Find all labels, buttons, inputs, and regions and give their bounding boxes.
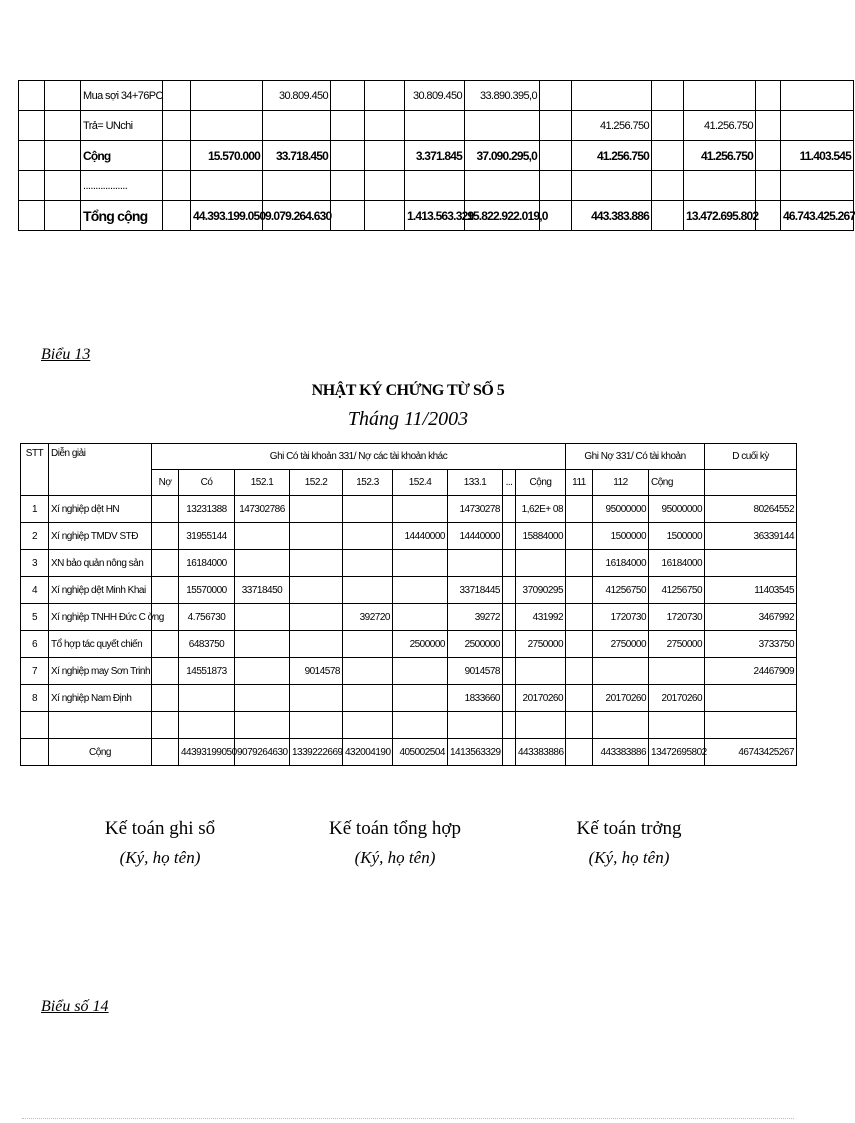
journal-cell-a1: 33718450 (235, 577, 290, 604)
page-title: NHẬT KÝ CHỨNG TỪ SỐ 5 (311, 382, 505, 399)
journal-cell-desc: Xí nghiệp Nam Định (49, 685, 152, 712)
journal-cell-b2: 95000000 (593, 496, 649, 523)
ledger-cell-blank (756, 111, 781, 141)
ledger-cell-desc: Cộng (81, 141, 163, 171)
journal-cell-blank (705, 496, 723, 523)
subheader-debit-total: Cộng (649, 470, 705, 496)
signature-block-general (295, 818, 495, 868)
journal-cell-a1: 9079264630 (235, 739, 290, 766)
signature-title: Kế toán ghi sổ (104, 818, 216, 839)
journal-cell-b3: 20170260 (649, 685, 705, 712)
journal-cell-b2: 2750000 (593, 631, 649, 658)
journal-cell-a2 (290, 577, 343, 604)
journal-cell-blank (705, 523, 723, 550)
header-stt: STT (21, 444, 49, 496)
journal-cell-co: 6483750 (179, 631, 235, 658)
journal-cell-dot (503, 577, 516, 604)
ledger-cell-c3 (365, 171, 405, 201)
journal-cell-cong (516, 712, 566, 739)
ledger-cell-blank (19, 111, 45, 141)
journal-cell-end (723, 550, 797, 577)
ledger-cell-c2: 33.718.450 (263, 141, 331, 171)
journal-cell-co: 14551873 (179, 658, 235, 685)
signature-note: (Ký, họ tên) (588, 848, 670, 867)
journal-cell-blank (705, 604, 723, 631)
journal-cell-a5: 14440000 (448, 523, 503, 550)
journal-cell-a4: 405002504 (393, 739, 448, 766)
ledger-cell-blank (45, 111, 81, 141)
journal-cell-co: 13231388 (179, 496, 235, 523)
signature-block-recorder (60, 818, 260, 868)
journal-cell-b3: 1500000 (649, 523, 705, 550)
journal-cell-desc: Xí nghiệp TMDV STĐ (49, 523, 152, 550)
journal-cell-b1 (566, 658, 593, 685)
ledger-cell-blank (756, 201, 781, 231)
journal-cell-cong: 37090295 (516, 577, 566, 604)
journal-cell-b2 (593, 712, 649, 739)
journal-cell-dot (503, 685, 516, 712)
ledger-cell-blank (331, 81, 365, 111)
journal-cell-no (152, 631, 179, 658)
journal-cell-cong (516, 550, 566, 577)
journal-cell-a2 (290, 604, 343, 631)
journal-cell-desc: XN bảo quản nông sản (49, 550, 152, 577)
subheader-133-1: 133.1 (448, 470, 503, 496)
journal-cell-b2: 20170260 (593, 685, 649, 712)
journal-cell-a3: 392720 (343, 604, 393, 631)
journal-cell-b3: 1720730 (649, 604, 705, 631)
journal-cell-dot (503, 604, 516, 631)
ledger-cell-blank (540, 81, 572, 111)
journal-cell-no (152, 523, 179, 550)
journal-cell-a2: 1339222669 (290, 739, 343, 766)
ledger-cell-blank (652, 81, 684, 111)
ledger-cell-blank (331, 111, 365, 141)
journal-cell-end: 3467992 (723, 604, 797, 631)
journal-cell-a3 (343, 658, 393, 685)
ledger-cell-blank (652, 201, 684, 231)
label-bieu-13: Biểu 13 (41, 346, 91, 363)
ledger-row (19, 81, 854, 111)
journal-cell-a1 (235, 604, 290, 631)
ledger-cell-c9 (781, 171, 854, 201)
ledger-cell-c9: 46.743.425.267 (781, 201, 854, 231)
ledger-cell-c4: 30.809.450 (405, 81, 465, 111)
ledger-cell-blank (163, 141, 191, 171)
journal-cell-b1 (566, 550, 593, 577)
journal-cell-a3 (343, 550, 393, 577)
ledger-cell-blank (331, 141, 365, 171)
journal-cell-dot (503, 658, 516, 685)
subheader-credit-total: Cộng (516, 470, 566, 496)
journal-cell-a1: 147302786 (235, 496, 290, 523)
subheader-111: 111 (566, 470, 593, 496)
ledger-cell-c2: 9.079.264.630 (263, 201, 331, 231)
journal-cell-end: 3733750 (723, 631, 797, 658)
page-subtitle: Tháng 11/2003 (347, 408, 469, 430)
ledger-cell-c3 (365, 201, 405, 231)
journal-row (21, 685, 797, 712)
journal-cell-a4 (393, 712, 448, 739)
journal-cell-dot (503, 712, 516, 739)
journal-cell-a2: 9014578 (290, 658, 343, 685)
journal-cell-stt: 6 (21, 631, 49, 658)
journal-row (21, 712, 797, 739)
journal-cell-b2: 41256750 (593, 577, 649, 604)
journal-cell-no (152, 739, 179, 766)
journal-cell-dot (503, 496, 516, 523)
journal-cell-end: 36339144 (723, 523, 797, 550)
ledger-cell-blank (163, 201, 191, 231)
journal-cell-b2: 1500000 (593, 523, 649, 550)
header-credit-group: Ghi Có tài khoản 331/ Nợ các tài khoản khác (152, 444, 566, 470)
journal-cell-a4 (393, 604, 448, 631)
journal-cell-b2: 16184000 (593, 550, 649, 577)
ledger-row (19, 171, 854, 201)
ledger-cell-c8 (684, 171, 756, 201)
journal-cell-stt (21, 712, 49, 739)
ledger-row (19, 111, 854, 141)
subheader-blank (705, 470, 797, 496)
ledger-cell-c3 (365, 141, 405, 171)
journal-cell-end: 11403545 (723, 577, 797, 604)
journal-cell-cong: 2750000 (516, 631, 566, 658)
journal-cell-b1 (566, 523, 593, 550)
journal-cell-dot (503, 550, 516, 577)
ledger-cell-blank (540, 141, 572, 171)
signature-note: (Ký, họ tên) (119, 848, 201, 867)
ledger-cell-c5: 15.822.922.019,0 (465, 201, 540, 231)
journal-row (21, 550, 797, 577)
subheader-152-1: 152.1 (235, 470, 290, 496)
journal-cell-dot (503, 631, 516, 658)
journal-cell-b3: 95000000 (649, 496, 705, 523)
ledger-cell-c3 (365, 111, 405, 141)
ledger-cell-blank (45, 141, 81, 171)
subheader-152-3: 152.3 (343, 470, 393, 496)
journal-cell-dot (503, 739, 516, 766)
journal-cell-blank (705, 712, 723, 739)
ledger-cell-blank (756, 171, 781, 201)
journal-cell-a3 (343, 496, 393, 523)
ledger-cell-blank (540, 171, 572, 201)
header-description: Diễn giải (49, 444, 152, 496)
journal-cell-no (152, 712, 179, 739)
ledger-cell-c6: 41.256.750 (572, 141, 652, 171)
journal-cell-dot (503, 523, 516, 550)
ledger-cell-blank (19, 201, 45, 231)
journal-cell-a1 (235, 658, 290, 685)
journal-row (21, 523, 797, 550)
journal-cell-b1 (566, 685, 593, 712)
subheader-112: 112 (593, 470, 649, 496)
journal-cell-b1 (566, 577, 593, 604)
ledger-cell-c6: 41.256.750 (572, 111, 652, 141)
ledger-cell-blank (756, 81, 781, 111)
ledger-cell-c3 (365, 81, 405, 111)
journal-cell-stt: 4 (21, 577, 49, 604)
ledger-cell-c5 (465, 171, 540, 201)
journal-cell-b2: 1720730 (593, 604, 649, 631)
journal-cell-a2 (290, 523, 343, 550)
journal-cell-a1 (235, 685, 290, 712)
journal-row (21, 577, 797, 604)
ledger-cell-blank (19, 141, 45, 171)
journal-cell-co: 15570000 (179, 577, 235, 604)
ledger-cell-c4: 3.371.845 (405, 141, 465, 171)
ledger-cell-blank (540, 111, 572, 141)
ledger-cell-blank (331, 201, 365, 231)
ledger-cell-c5: 33.890.395,0 (465, 81, 540, 111)
journal-cell-b2 (593, 658, 649, 685)
journal-cell-b1 (566, 712, 593, 739)
journal-cell-cong: 20170260 (516, 685, 566, 712)
ledger-cell-desc: .................. (81, 171, 163, 201)
journal-cell-b1 (566, 496, 593, 523)
journal-cell-b3: 41256750 (649, 577, 705, 604)
subheader-152-2: 152.2 (290, 470, 343, 496)
ledger-cell-c2: 30.809.450 (263, 81, 331, 111)
journal-cell-b3 (649, 712, 705, 739)
journal-cell-b3: 13472695802 (649, 739, 705, 766)
ledger-cell-blank (45, 81, 81, 111)
journal-cell-a4 (393, 577, 448, 604)
journal-cell-end (723, 685, 797, 712)
ledger-cell-blank (652, 141, 684, 171)
ledger-cell-blank (163, 171, 191, 201)
ledger-cell-blank (652, 111, 684, 141)
journal-cell-desc (49, 712, 152, 739)
ledger-cell-c4 (405, 171, 465, 201)
ledger-cell-c1: 44.393.199.050 (191, 201, 263, 231)
journal-cell-stt: 8 (21, 685, 49, 712)
journal-row (21, 496, 797, 523)
journal-cell-stt: 1 (21, 496, 49, 523)
label-bieu-so-14: Biểu số 14 (41, 998, 109, 1015)
journal-cell-cong (516, 658, 566, 685)
journal-cell-cong: 15884000 (516, 523, 566, 550)
ledger-cell-c6 (572, 171, 652, 201)
ledger-continuation-table (18, 80, 854, 231)
journal-cell-a2 (290, 685, 343, 712)
journal-cell-a3 (343, 685, 393, 712)
journal-cell-a2 (290, 496, 343, 523)
ledger-cell-c9 (781, 111, 854, 141)
journal-cell-blank (705, 550, 723, 577)
journal-cell-stt: 3 (21, 550, 49, 577)
journal-cell-b3: 16184000 (649, 550, 705, 577)
journal-cell-blank (705, 685, 723, 712)
journal-cell-stt: 7 (21, 658, 49, 685)
ledger-cell-blank (19, 81, 45, 111)
journal-cell-desc: Cộng (49, 739, 152, 766)
ledger-cell-c5 (465, 111, 540, 141)
journal-cell-end: 24467909 (723, 658, 797, 685)
journal-cell-b1 (566, 604, 593, 631)
ledger-cell-desc: Tổng cộng (81, 201, 163, 231)
ledger-cell-c8: 41.256.750 (684, 141, 756, 171)
journal-cell-cong: 431992 (516, 604, 566, 631)
journal-cell-a5 (448, 550, 503, 577)
journal-cell-a2 (290, 550, 343, 577)
ledger-cell-blank (163, 111, 191, 141)
journal-cell-a5: 1413563329 (448, 739, 503, 766)
journal-cell-stt: 2 (21, 523, 49, 550)
journal-cell-stt (21, 739, 49, 766)
journal-cell-end: 46743425267 (723, 739, 797, 766)
ledger-cell-blank (756, 141, 781, 171)
ledger-cell-blank (45, 171, 81, 201)
ledger-row (19, 141, 854, 171)
journal-cell-end: 80264552 (723, 496, 797, 523)
journal-cell-a4 (393, 685, 448, 712)
subheader-ellipsis: ... (503, 470, 516, 496)
journal-cell-a5: 33718445 (448, 577, 503, 604)
journal-cell-a1 (235, 631, 290, 658)
ledger-cell-blank (652, 171, 684, 201)
journal-cell-a3 (343, 631, 393, 658)
journal-cell-no (152, 685, 179, 712)
journal-cell-no (152, 550, 179, 577)
ledger-cell-c4 (405, 111, 465, 141)
ledger-cell-c8 (684, 81, 756, 111)
journal-cell-cong: 443383886 (516, 739, 566, 766)
journal-cell-a1 (235, 712, 290, 739)
ledger-cell-c1: 15.570.000 (191, 141, 263, 171)
ledger-cell-c6: 443.383.886 (572, 201, 652, 231)
journal-cell-b2: 443383886 (593, 739, 649, 766)
page-bottom-rule (22, 1118, 794, 1119)
journal-cell-a3: 432004190 (343, 739, 393, 766)
journal-cell-blank (705, 658, 723, 685)
journal-cell-no (152, 577, 179, 604)
journal-cell-desc: Xí nghiệp TNHH Đức C ờng (49, 604, 152, 631)
journal-cell-a2 (290, 631, 343, 658)
journal-cell-b1 (566, 631, 593, 658)
journal-cell-co (179, 685, 235, 712)
journal-cell-a3 (343, 712, 393, 739)
journal-cell-co: 4.756730 (179, 604, 235, 631)
ledger-cell-c1 (191, 171, 263, 201)
signature-note: (Ký, họ tên) (354, 848, 436, 867)
ledger-cell-c2 (263, 111, 331, 141)
ledger-cell-c5: 37.090.295,0 (465, 141, 540, 171)
ledger-cell-c1 (191, 111, 263, 141)
journal-cell-co: 16184000 (179, 550, 235, 577)
journal-cell-a3 (343, 523, 393, 550)
journal-cell-blank (705, 577, 723, 604)
ledger-cell-c9 (781, 81, 854, 111)
journal-cell-desc: Xí nghiệp may Sơn Trinh (49, 658, 152, 685)
ledger-cell-c8: 41.256.750 (684, 111, 756, 141)
journal-cell-a4 (393, 496, 448, 523)
journal-cell-a5: 2500000 (448, 631, 503, 658)
ledger-row (19, 201, 854, 231)
journal-cell-a4: 14440000 (393, 523, 448, 550)
journal-cell-a5: 9014578 (448, 658, 503, 685)
journal-row (21, 658, 797, 685)
header-ending-balance: D cuối kỳ (705, 444, 797, 470)
journal-row (21, 604, 797, 631)
ledger-cell-blank (19, 171, 45, 201)
journal-cell-a5: 1833660 (448, 685, 503, 712)
ledger-cell-c1 (191, 81, 263, 111)
journal-cell-a5: 14730278 (448, 496, 503, 523)
header-debit-group: Ghi Nợ 331/ Có tài khoản (566, 444, 705, 470)
journal-cell-co: 44393199050 (179, 739, 235, 766)
ledger-cell-c8: 13.472.695.802 (684, 201, 756, 231)
ledger-cell-c6 (572, 81, 652, 111)
journal-cell-desc: Xí nghiệp dệt HN (49, 496, 152, 523)
signature-block-chief (529, 818, 729, 868)
journal-cell-a1 (235, 523, 290, 550)
journal-cell-a1 (235, 550, 290, 577)
journal-cell-b3 (649, 658, 705, 685)
ledger-cell-blank (45, 201, 81, 231)
journal-cell-desc: Tổ hợp tác quyết chiến (49, 631, 152, 658)
journal-cell-blank (705, 631, 723, 658)
journal-total-row (21, 739, 797, 766)
ledger-cell-blank (163, 81, 191, 111)
journal-cell-co: 31955144 (179, 523, 235, 550)
journal-cell-a4 (393, 658, 448, 685)
journal-cell-a3 (343, 577, 393, 604)
journal-cell-stt: 5 (21, 604, 49, 631)
journal-cell-desc: Xí nghiệp dệt Minh Khai (49, 577, 152, 604)
journal-cell-co (179, 712, 235, 739)
ledger-cell-c2 (263, 171, 331, 201)
subheader-no: Nợ (152, 470, 179, 496)
subheader-152-4: 152.4 (393, 470, 448, 496)
journal-row (21, 631, 797, 658)
journal-cell-a2 (290, 712, 343, 739)
signature-title: Kế toán trởng (576, 818, 682, 839)
ledger-cell-c4: 1.413.563.329 (405, 201, 465, 231)
journal-cell-blank (705, 739, 723, 766)
journal-cell-a4 (393, 550, 448, 577)
journal-cell-b1 (566, 739, 593, 766)
journal-cell-a5: 39272 (448, 604, 503, 631)
ledger-cell-desc: Trả= UNchi (81, 111, 163, 141)
ledger-cell-c9: 11.403.545 (781, 141, 854, 171)
ledger-cell-desc: Mua sợi 34+76PC (81, 81, 163, 111)
signature-title: Kế toán tổng hợp (329, 818, 461, 839)
journal-cell-a4: 2500000 (393, 631, 448, 658)
journal-cell-no (152, 658, 179, 685)
journal-table (20, 443, 797, 766)
journal-cell-cong: 1,62E+ 08 (516, 496, 566, 523)
journal-cell-b3: 2750000 (649, 631, 705, 658)
journal-cell-a5 (448, 712, 503, 739)
journal-cell-end (723, 712, 797, 739)
subheader-co: Có (179, 470, 235, 496)
ledger-cell-blank (331, 171, 365, 201)
journal-cell-no (152, 496, 179, 523)
